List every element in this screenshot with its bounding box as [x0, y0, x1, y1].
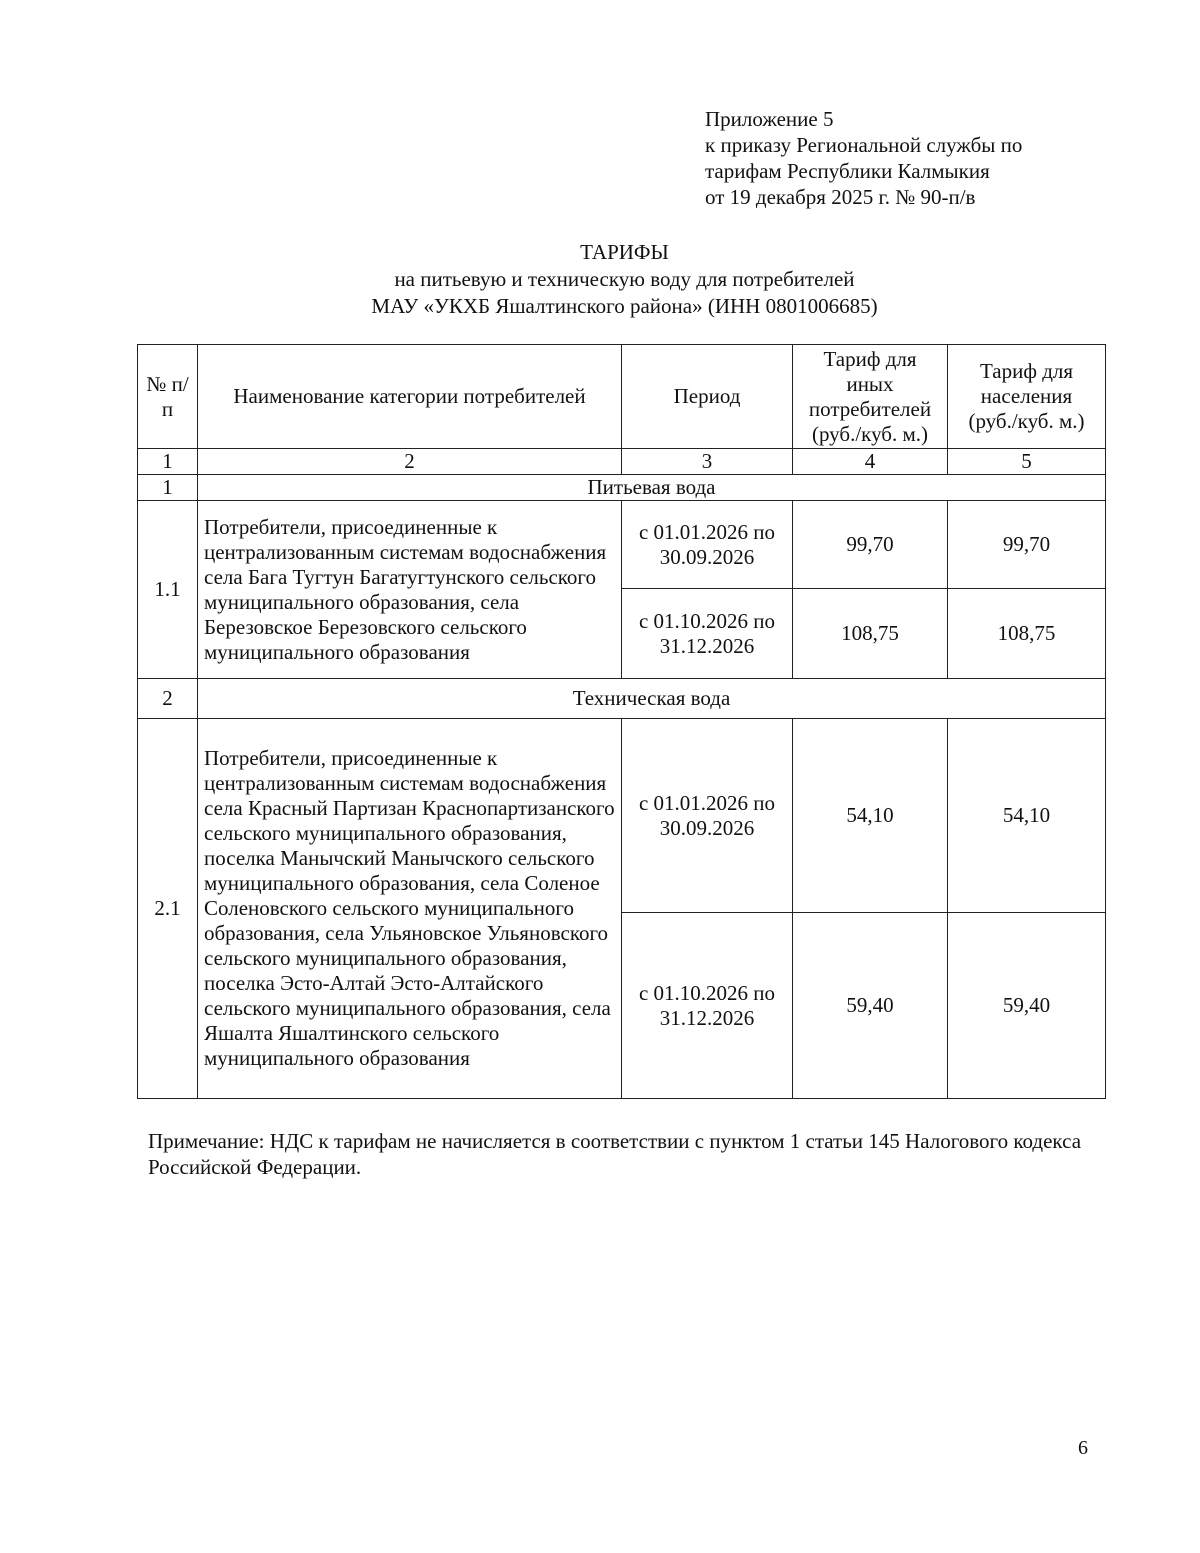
appendix-line: от 19 декабря 2025 г. № 90-п/в	[705, 185, 976, 209]
table-row	[138, 501, 1106, 589]
section-title: Питьевая вода	[198, 475, 1106, 501]
header-tariff-other: Тариф для иных потребителей (руб./куб. м.)	[793, 345, 948, 449]
section-title: Техническая вода	[198, 679, 1106, 719]
title-line: МАУ «УКХБ Яшалтинского района» (ИНН 0801006685)	[371, 294, 878, 318]
column-number: 3	[622, 449, 793, 475]
tariff-other-cell: 59,40	[793, 913, 948, 1099]
appendix-line: Приложение 5	[705, 107, 834, 131]
column-number: 4	[793, 449, 948, 475]
item-description: Потребители, присоединенные к централизованным системам водоснабжения села Бага Тугтун Багатугтунского сельского муниципального образования, села Березовское Березовского сельского муниципального образования	[198, 501, 622, 679]
item-num: 1.1	[138, 501, 198, 679]
table-header-row	[138, 345, 1106, 449]
tariff-population-cell: 59,40	[948, 913, 1106, 1099]
appendix-reference	[705, 106, 1022, 210]
title-heading: ТАРИФЫ	[580, 240, 669, 264]
item-description: Потребители, присоединенные к централизованным системам водоснабжения села Красный Партизан Краснопартизанского сельского муниципального образования, поселка Манычский Манычского сельского муниципального образования, села Соленое Соленовского сельского муниципального образования, села Ульяновское Ульяновского сельского муниципального образования, поселка Эсто-Алтай Эсто-Алтайского сельского муниципального образования, села Яшалта Яшалтинского сельского муниципального образования	[198, 719, 622, 1099]
tariff-population-cell: 108,75	[948, 589, 1106, 679]
tariff-population-cell: 99,70	[948, 501, 1106, 589]
table-row	[138, 719, 1106, 913]
section-num: 1	[138, 475, 198, 501]
column-number: 1	[138, 449, 198, 475]
title-line: на питьевую и техническую воду для потребителей	[394, 267, 855, 291]
header-num: № п/п	[138, 345, 198, 449]
vat-note: Примечание: НДС к тарифам не начисляется в соответствии с пунктом 1 статьи 145 Налогового кодекса Российской Федерации.	[148, 1129, 1082, 1179]
period-cell: с 01.01.2026 по 30.09.2026	[622, 501, 793, 589]
period-cell: с 01.10.2026 по 31.12.2026	[622, 589, 793, 679]
column-number: 5	[948, 449, 1106, 475]
tariff-other-cell: 54,10	[793, 719, 948, 913]
section-num: 2	[138, 679, 198, 719]
section-row	[138, 679, 1106, 719]
tariff-table	[137, 344, 1106, 1099]
item-num: 2.1	[138, 719, 198, 1099]
column-number-row	[138, 449, 1106, 475]
page-number: 6	[1078, 1437, 1088, 1459]
header-name: Наименование категории потребителей	[198, 345, 622, 449]
header-period: Период	[622, 345, 793, 449]
appendix-line: к приказу Региональной службы по	[705, 133, 1023, 157]
section-row	[138, 475, 1106, 501]
period-cell: с 01.10.2026 по 31.12.2026	[622, 913, 793, 1099]
tariff-other-cell: 99,70	[793, 501, 948, 589]
tariff-population-cell: 54,10	[948, 719, 1106, 913]
appendix-line: тарифам Республики Калмыкия	[705, 159, 990, 183]
column-number: 2	[198, 449, 622, 475]
document-title	[0, 239, 1200, 320]
period-cell: с 01.01.2026 по 30.09.2026	[622, 719, 793, 913]
header-tariff-population: Тариф для населения (руб./куб. м.)	[948, 345, 1106, 449]
tariff-other-cell: 108,75	[793, 589, 948, 679]
